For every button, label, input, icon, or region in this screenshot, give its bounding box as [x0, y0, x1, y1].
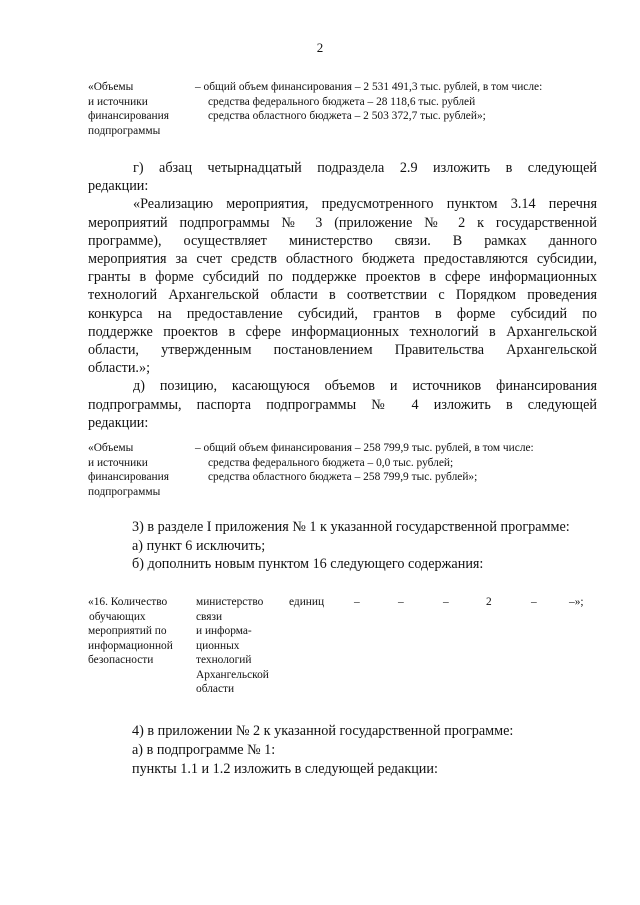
value-line: – общий объем финансирования – 258 799,9 тыс. рублей, в том числе:: [195, 442, 534, 454]
text-line: гранты в форме субсидий по поддержке проектов в сфере информационных: [88, 269, 597, 286]
cell-line: мероприятий по: [88, 625, 167, 637]
text-line: области.»;: [88, 360, 151, 377]
value-cell: –: [398, 596, 404, 608]
cell-line: Архангельской: [196, 668, 269, 681]
label-line: и источники: [88, 95, 148, 108]
label-line: «Объемы: [88, 81, 134, 93]
value-line: средства областного бюджета – 258 799,9 тыс. рублей»;: [208, 471, 478, 483]
financing-block-1: [88, 80, 596, 138]
text-line: поддержке проектов в сфере информационных технологий в Архангельской: [88, 323, 597, 340]
cell-line: обучающих: [89, 610, 146, 623]
item-4: 4) в приложении № 2 к указанной государственной программе:: [132, 723, 514, 739]
label-line: и источники: [88, 456, 148, 469]
ministry-cell: [196, 595, 288, 697]
text-line: мероприятий подпрограммы № 3 (приложение № 2 к государственной: [88, 214, 597, 231]
cell-line: технологий: [196, 654, 252, 666]
value-line: средства областного бюджета – 2 503 372,7 тыс. рублей»;: [208, 110, 486, 122]
label-line: финансирования: [88, 110, 169, 122]
text-line: подпрограммы, паспорта подпрограммы № 4 изложить в следующей: [88, 396, 597, 413]
item-4a: а) в подпрограмме № 1:: [132, 742, 276, 758]
value-line: – общий объем финансирования – 2 531 491,3 тыс. рублей, в том числе:: [195, 81, 543, 93]
label-line: «Объемы: [88, 442, 134, 454]
cell-line: и информа-: [196, 625, 252, 637]
cell-line: безопасности: [88, 654, 154, 666]
value-cell: 2: [486, 596, 492, 608]
cell-line: министерство: [196, 596, 264, 608]
financing-label-1: [88, 80, 195, 138]
unit-cell: единиц: [289, 596, 325, 608]
item-4a-text: пункты 1.1 и 1.2 изложить в следующей редакции:: [132, 761, 438, 777]
text-line: редакции:: [88, 178, 149, 195]
text-line: г) абзац четырнадцатый подраздела 2.9 изложить в следующей: [133, 160, 597, 176]
label-line: подпрограммы: [88, 485, 161, 498]
value-cell: –»;: [569, 596, 584, 608]
text-line: д) позицию, касающуюся объемов и источников финансирования: [133, 378, 597, 395]
financing-values-1: [195, 80, 596, 138]
financing-label-2: [88, 441, 195, 499]
cell-line: области: [196, 683, 235, 695]
value-line: средства федерального бюджета – 0,0 тыс. рублей;: [208, 456, 454, 469]
value-cell: –: [531, 596, 537, 608]
item-3a: а) пункт 6 исключить;: [132, 538, 266, 554]
text-line: «Реализацию мероприятия, предусмотренного пунктом 3.14 перечня: [133, 196, 597, 213]
value-cell: –: [443, 596, 449, 608]
value-line: средства федерального бюджета – 28 118,6 тыс. рублей: [208, 95, 476, 108]
text-line: мероприятия за счет средств областного бюджета предоставляются субсидии,: [88, 251, 597, 268]
cell-line: «16. Количество: [88, 596, 168, 608]
item-3: 3) в разделе I приложения № 1 к указанной государственной программе:: [132, 519, 570, 535]
paragraph-g: [88, 159, 597, 432]
financing-block-2: [88, 441, 596, 499]
text-line: конкурса на предоставление субсидий, грантов в форме субсидий по: [88, 305, 597, 322]
text-line: программе), осуществляет министерство связи. В рамках данного: [88, 232, 597, 249]
indicator-name-cell: [88, 595, 192, 668]
cell-line: связи: [196, 610, 223, 623]
cell-line: информационной: [88, 639, 173, 652]
cell-line: ционных: [196, 639, 240, 652]
page-number: 2: [316, 40, 324, 55]
value-cell: –: [354, 596, 360, 608]
label-line: финансирования: [88, 471, 169, 483]
financing-values-2: [195, 441, 596, 499]
text-line: области, утвержденным постановлением Правительства Архангельской: [88, 342, 597, 359]
label-line: подпрограммы: [88, 124, 161, 137]
text-line: редакции:: [88, 414, 149, 431]
item-3b: б) дополнить новым пунктом 16 следующего содержания:: [132, 556, 484, 572]
text-line: технологий Архангельской области в соответствии с Порядком проведения: [88, 287, 597, 304]
